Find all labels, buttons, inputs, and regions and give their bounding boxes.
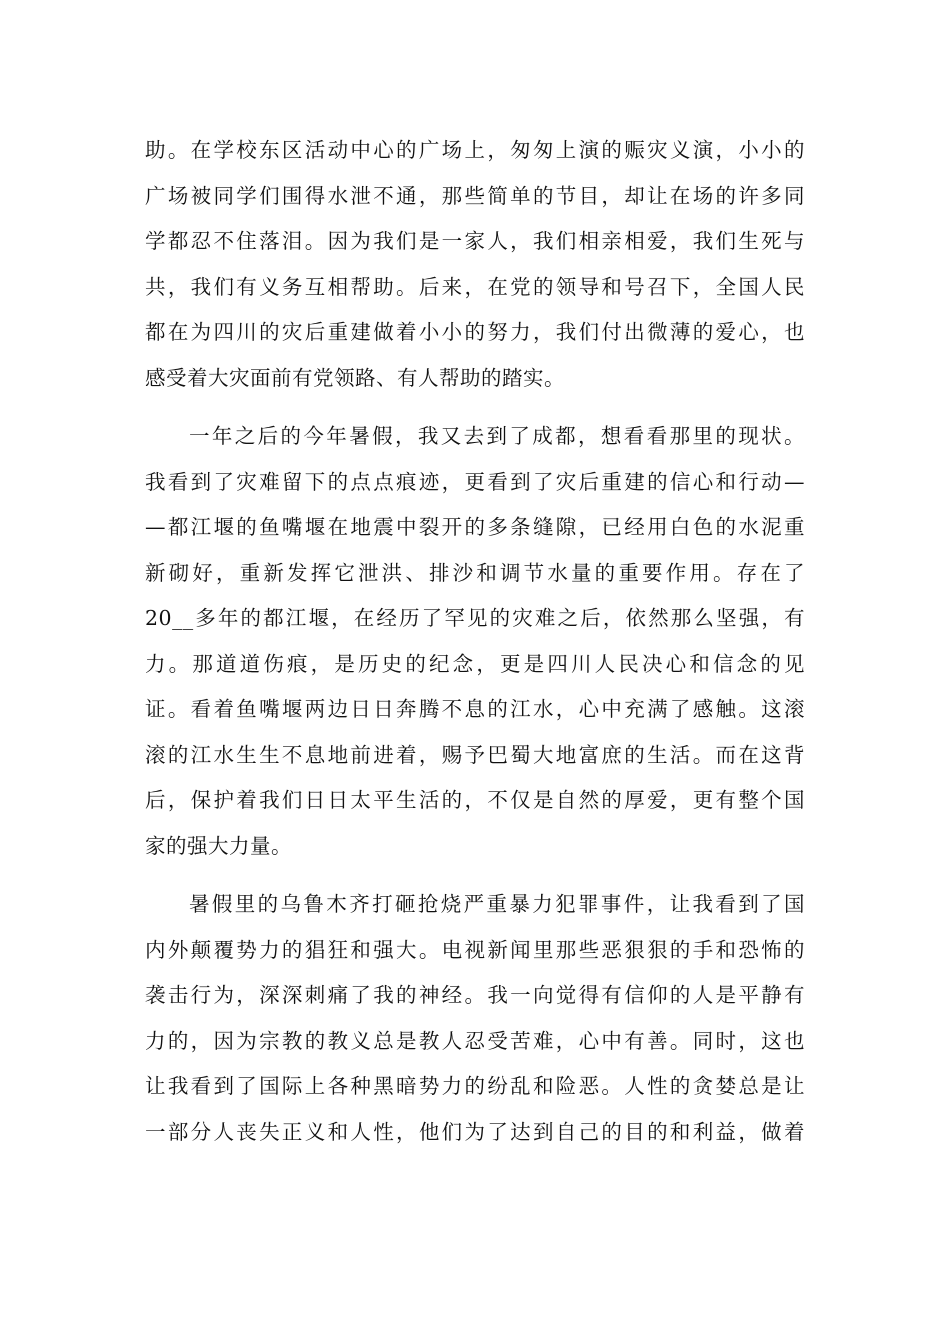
text-line: 学都忍不住落泪。因为我们是一家人，我们相亲相爱，我们生死与 — [145, 229, 805, 253]
text-line: 暑假里的乌鲁木齐打砸抢烧严重暴力犯罪事件，让我看到了国 — [189, 892, 805, 916]
paragraph-3 — [145, 882, 805, 1155]
text-line: 力。那道道伤痕，是历史的纪念，更是四川人民决心和信念的见 — [145, 651, 805, 676]
text-line: 感受着大灾面前有党领路、有人帮助的踏实。 — [145, 365, 565, 390]
text-line: 新砌好，重新发挥它泄洪、排沙和调节水量的重要作用。存在了 — [145, 560, 805, 585]
text-line: 力的，因为宗教的教义总是教人忍受苦难，心中有善。同时，这也 — [145, 1028, 805, 1053]
text-line: 都在为四川的灾后重建做着小小的努力，我们付出微薄的爱心，也 — [145, 320, 805, 344]
text-line: 一年之后的今年暑假，我又去到了成都，想看看那里的现状。 — [189, 424, 805, 448]
text-line: 20__多年的都江堰，在经历了罕见的灾难之后，依然那么坚强，有 — [145, 606, 805, 630]
text-line: 共，我们有义务互相帮助。后来，在党的领导和号召下，全国人民 — [145, 274, 805, 299]
text-line: 让我看到了国际上各种黑暗势力的纷乱和险恶。人性的贪婪总是让 — [145, 1074, 805, 1098]
text-line: 广场被同学们围得水泄不通，那些简单的节目，却让在场的许多同 — [145, 183, 805, 208]
text-line: 滚的江水生生不息地前进着，赐予巴蜀大地富庶的生活。而在这背 — [145, 742, 805, 767]
text-line: 我看到了灾难留下的点点痕迹，更看到了灾后重建的信心和行动— — [145, 469, 805, 494]
text-line: 袭击行为，深深刺痛了我的神经。我一向觉得有信仰的人是平静有 — [145, 983, 805, 1007]
text-line: —都江堰的鱼嘴堰在地震中裂开的多条缝隙，已经用白色的水泥重 — [145, 515, 805, 539]
text-line: 后，保护着我们日日太平生活的，不仅是自然的厚爱，更有整个国 — [145, 788, 805, 812]
document-body — [145, 128, 805, 1155]
paragraph-2 — [145, 414, 805, 869]
text-line: 家的强大力量。 — [145, 833, 292, 858]
text-line: 助。在学校东区活动中心的广场上，匆匆上演的赈灾义演，小小的 — [145, 138, 805, 162]
paragraph-1 — [145, 128, 805, 401]
text-line: 内外颠覆势力的猖狂和强大。电视新闻里那些恶狠狠的手和恐怖的 — [145, 937, 805, 962]
text-line: 一部分人丧失正义和人性，他们为了达到自己的目的和利益，做着 — [145, 1119, 805, 1144]
text-line: 证。看着鱼嘴堰两边日日奔腾不息的江水，心中充满了感触。这滚 — [145, 697, 805, 721]
